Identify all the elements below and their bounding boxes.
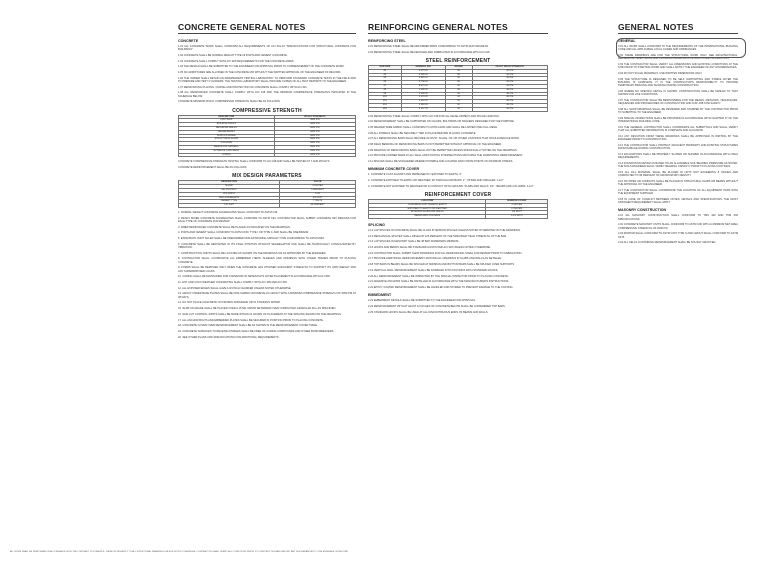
steel-reinforcement-table (368, 65, 548, 112)
note-paragraph: 10. CURING SHALL BE MAINTAINED FOR A MINIMUM OF SEVEN DAYS AFTER PLACEMENT IN ACCORDANCE WITH ACI 308. (178, 275, 331, 279)
note-paragraph: 12. ALL EXPOSED EDGES SHALL HAVE A 3/4 INCH CHAMFER UNLESS NOTED OTHERWISE. (178, 286, 292, 290)
table-cell: #8 (369, 88, 402, 92)
note-paragraph: 3.15 ALL FILL MATERIAL SHALL BE PLACED IN LIFTS NOT EXCEEDING 8 INCHES AND COMPACTED TO 95 PERCENT OF MAXIMUM DRY DENSITY. (618, 170, 738, 178)
table-row (369, 215, 548, 219)
note-paragraph: 2.24 REINFORCEMENT WITH AT LEAST 12 INCHES OF CONCRETE BELOW SHALL BE CONSIDERED TOP BARS. (368, 304, 506, 308)
table-cell: #4 (369, 73, 402, 77)
note-paragraph: 17. ALL ANCHOR BOLTS AND EMBEDDED PLATES SHALL BE SECURED IN POSITION PRIOR TO PLACING CONCRETE. (178, 318, 324, 322)
note-paragraph: 2.07 ALL REINFORCING BARS SHALL BE FREE OF RUST, SCALE, OIL OR OTHER COATINGS THAT WOULD REDUCE BOND. (368, 137, 520, 141)
note-paragraph: 2.15 HOOKS AND BENDS SHALL BE STANDARD HOOKS PER ACI 318 UNLESS NOTED OTHERWISE. (368, 246, 491, 250)
table-cell: 0.750 IN (401, 81, 445, 85)
table-cell: SLUMP (179, 185, 280, 189)
table-cell: 40 KSI (472, 96, 547, 100)
table-cell: 0.45 (280, 192, 356, 196)
section-heading: SPLICING (368, 223, 385, 227)
section-heading: GENERAL (618, 39, 636, 43)
table-cell: #10 (369, 96, 402, 100)
table-cell: 40 KSI (472, 81, 547, 85)
note-paragraph: 2.10 PROVIDE CORNER BARS AT ALL WALL AND FOOTING INTERSECTIONS MATCHING THE HORIZONTAL REINFORCEMENT. (368, 154, 524, 158)
table-header-cell: 28 DAY STRENGTH (274, 115, 355, 119)
table-header-cell: VALUE (280, 181, 356, 185)
sheet-footnote: ALL WORK SHALL BE PERFORMED IN ACCORDANCE WITH THE CONTRACT DOCUMENTS. THESE NOTES APPLY TO ALL STRUCTURAL DRAWINGS UNLESS NOTED OTHERWISE. CONTRACTOR SHALL VERIFY ALL CONDITIONS PRIOR TO CONSTRUCTION AND REPORT ANY DISCREPANCIES TO THE ENGINEER OF RECORD. (10, 551, 349, 553)
note-paragraph: 2.16 CONTRACTOR SHALL SUBMIT SHOP DRAWINGS FOR ALL REINFORCING STEEL FOR REVIEW PRIOR TO FABRICATION. (368, 251, 523, 255)
note-paragraph: 3.05 THE STRUCTURE IS DESIGNED TO BE SELF SUPPORTING AND STABLE AFTER THE BUILDING IS COMPLETE. IT IS THE CONTRACTOR'S RESPONSIBILITY TO PROVIDE TEMPORARY BRACING AND SHORING DURING CONSTRUCTION. (618, 77, 738, 88)
table-cell: 1.693 IN (401, 103, 445, 107)
table-row (179, 204, 356, 208)
table-cell: 60 (445, 73, 472, 77)
table-cell: #7 (369, 84, 402, 88)
table-cell: BEAMS AND COLUMNS (369, 215, 486, 219)
table-cell: CEMENT TYPE (179, 200, 280, 204)
table-cell: 3 INCHES (486, 203, 548, 207)
note-paragraph: 3.11 ANY DEVIATION FROM THESE DRAWINGS SHALL BE APPROVED IN WRITING BY THE ENGINEER PRIOR TO CONSTRUCTION. (618, 134, 738, 142)
note-paragraph: 1.06 THE OWNER SHALL RETAIN AN INDEPENDENT TESTING LABORATORY TO PERFORM STANDARD CONCRETE TESTS IN THE FIELD AND TO PREPARE AND TEST CYLINDERS. THE TESTING LABORATORY SHALL PROVIDE COPIES OF ALL TEST REPORTS TO THE ENGINEER. (178, 76, 356, 84)
table-cell: 4000 PSI (274, 130, 355, 134)
note-paragraph: 1.07 REINFORCING PLACING, CURING AND PROTECTION OF CONCRETE SHALL COMPLY WITH ACI 301. (178, 85, 308, 89)
table-cell: STRUCTURAL SLABS (179, 138, 275, 142)
note-paragraph: 5. EXPANSION JOINT FILLER SHALL BE PREFORMED NON-EXTRUDING ASPHALT TYPE CONFORMING TO ASTM D994. (178, 237, 325, 241)
table-cell: 60 (445, 69, 472, 73)
table-cell: #11 (369, 100, 402, 104)
compressive-strength-table-title: COMPRESSIVE STRENGTH (232, 107, 302, 114)
note-paragraph: 4.01 ALL MASONRY CONSTRUCTION SHALL CONFORM TO TMS 402 AND TMS 602 SPECIFICATIONS. (618, 214, 738, 221)
note-paragraph: 3.16 NO PIPES OR CONDUITS SHALL BE PLACED IN STRUCTURAL SLABS OR BEAMS WITHOUT THE APPROVAL OF THE ENGINEER. (618, 179, 738, 187)
note-paragraph: 1.08 ALL REINFORCED CONCRETE SHALL COMPLY WITH ACI 318 AND THE MINIMUM COMPRESSIVE STRENGTHS INDICATED IN THE SCHEDULE BELOW. (178, 91, 356, 98)
table-cell: STAIRS (179, 153, 275, 157)
note-paragraph: 1. NORMAL WEIGHT CONCRETE AGGREGATES SHALL CONFORM TO ASTM C33. (178, 211, 278, 215)
reinforcing-notes-column (368, 22, 548, 316)
compressive-strength-table (178, 115, 356, 158)
note-paragraph: 3.18 IN CASE OF CONFLICT BETWEEN NOTES, DETAILS AND SPECIFICATIONS, THE MOST STRINGENT REQUIREMENT SHALL APPLY. (618, 197, 738, 205)
note-paragraph: 2.20 ALL REINFORCEMENT SHALL BE INSPECTED BY THE SPECIAL INSPECTOR PRIOR TO PLACING CONCRETE. (368, 274, 509, 278)
section-heading: MASONRY CONSTRUCTION (618, 208, 667, 213)
note-paragraph: 2.21 ADHESIVE ANCHORS SHALL BE INSTALLED IN ACCORDANCE WITH THE MANUFACTURER'S INSTRUCTIONS. (368, 280, 509, 284)
note-paragraph: 2.03 REINFORCING STEEL SHALL COMPLY WITH ACI 318 FOR ALL DEVELOPMENT AND SPLICE LENGTHS. (368, 114, 500, 118)
note-paragraph: 2.05 WELDED WIRE FABRIC SHALL CONFORM TO ASTM A1064 AND SHALL BE LAPPED ONE FULL MESH. (368, 125, 498, 129)
table-cell: EXTERIOR CONCRETE (179, 149, 275, 153)
table-cell: 1.270 IN (401, 96, 445, 100)
table-cell: 4 INCHES (280, 185, 356, 189)
table-cell: 4500 PSI (274, 149, 355, 153)
note-paragraph: 2.22 EPOXY COATED REINFORCEMENT SHALL BE HANDLED AND STORED TO PREVENT DAMAGE TO THE COATING. (368, 285, 514, 289)
note-paragraph: 20. SEE OTHER PLANS AND SPECIFICATIONS FOR ADDITIONAL REQUIREMENTS. (178, 335, 280, 339)
note-paragraph: CONCRETE COMPRESSIVE STRENGTH TESTING SHALL CONFORM TO ACI 318 AND SHALL BE TESTED AT 7 AND 28 DAYS. (178, 160, 331, 164)
table-header-cell: LOCATION (369, 200, 486, 204)
note-paragraph: 3.02 THESE DRAWINGS ARE FOR THE STRUCTURAL WORK ONLY. SEE ARCHITECTURAL, MECHANICAL, ELECTRICAL AND PLUMBING DRAWINGS FOR ADDITIONAL INFORMATION. (618, 53, 738, 61)
note-paragraph: 2.02 REINFORCING STEEL SHALL BE DETAILED AND FABRICATED IN ACCORDANCE WITH ACI 315. (368, 50, 491, 54)
note-paragraph: 1.04 THE DESIGN SHALL BE SUBMITTED TO THE ENGINEER FOR APPROVAL PRIOR TO COMMENCEMENT OF THE CONCRETE WORK. (178, 65, 345, 69)
note-paragraph: 3.17 THE CONTRACTOR SHALL COORDINATE THE LOCATION OF ALL EQUIPMENT PADS WITH THE EQUIPMENT SUPPLIER. (618, 188, 738, 196)
table-cell: 60 (445, 92, 472, 96)
table-cell: SLAB ON GRADE (179, 134, 275, 138)
note-paragraph: 2.14 LAP SPLICES IN MASONRY SHALL BE 48 BAR DIAMETERS MINIMUM. (368, 240, 460, 244)
table-cell: 40 KSI (472, 84, 547, 88)
table-header-cell: FILLET WELD STRENGTH (472, 65, 547, 69)
table-cell: 0.500 IN (401, 73, 445, 77)
table-cell: FOOTINGS (179, 119, 275, 123)
note-paragraph: 16. SAW CUT CONTROL JOINTS SHALL BE MADE WITHIN 12 HOURS OF PLACEMENT AT THE SPACING SHOWN ON THE DRAWINGS. (178, 312, 342, 316)
table-header-cell: GRADE (445, 65, 472, 69)
note-paragraph: 2.23 EMBEDMENT DETAILS SHALL BE SUBMITTED TO THE ENGINEER FOR APPROVAL. (368, 299, 477, 303)
table-cell: 4000 PSI (274, 153, 355, 157)
table-cell: 40 KSI (472, 88, 547, 92)
table-cell: 3/4 INCH (486, 211, 548, 215)
note-paragraph: 1.01 ALL CONCRETE WORK SHALL CONFORM ALL REQUIREMENTS OF ACI 301-16 "SPECIFICATIONS FOR STRUCTURAL CONCRETE FOR BUILDINGS". (178, 45, 356, 52)
note-paragraph: 18. CONCRETE COVER OVER REINFORCEMENT SHALL BE AS SHOWN IN THE REINFORCEMENT COVER TABLE. (178, 324, 318, 328)
table-cell: 0.625 IN (401, 77, 445, 81)
reinforcement-cover-table (368, 199, 548, 219)
table-cell: 3000 PSI (274, 123, 355, 127)
mix-design-table (178, 180, 356, 208)
note-paragraph: 9. FORMS SHALL BE REMOVED ONLY WHEN THE CONCRETE HAS ATTAINED SUFFICIENT STRENGTH TO SUPPORT ITS OWN WEIGHT AND ANY SUPERIMPOSED LOADS. (178, 266, 356, 273)
note-paragraph: 2.19 VERTICAL WALL REINFORCEMENT SHALL BE DOWELED INTO FOOTINGS WITH STANDARD HOOKS. (368, 268, 499, 272)
note-paragraph: 11. HOT AND COLD WEATHER CONCRETING SHALL COMPLY WITH ACI 305 AND ACI 306. (178, 281, 288, 285)
note-paragraph: 2.08 FIELD BENDING OF REINFORCING BARS IS NOT PERMITTED WITHOUT APPROVAL OF THE ENGINEER. (368, 142, 502, 146)
table-cell: 4000 PSI (274, 127, 355, 131)
note-paragraph: 14. DO NOT PLACE CONCRETE ON FROZEN SUBGRADE OR IN STANDING WATER. (178, 301, 281, 305)
note-paragraph: 2. CONCRETE EXPOSED TO EARTH OR WEATHER: #6 THROUGH #18 BARS: 2" ; #5 BAR AND SMALLER: 1-1/2" (368, 179, 504, 183)
note-paragraph: 4. PORTLAND CEMENT SHALL CONFORM TO ASTM C150, TYPE I OR TYPE II, AND SHALL BE ONE BRAND. (178, 231, 309, 235)
concrete-notes-title: CONCRETE GENERAL NOTES (178, 22, 356, 34)
general-notes-body (618, 39, 738, 245)
table-cell: 60 (445, 84, 472, 88)
note-paragraph: 2.25 STANDARD HOOKS SHALL BE USED AT ALL DISCONTINUOUS ENDS OF BEAMS AND WALLS. (368, 310, 489, 314)
table-row (369, 107, 548, 111)
note-paragraph: 2.09 WELDING OF REINFORCING BARS SHALL NOT BE PERMITTED UNLESS SPECIFICALLY NOTED ON THE DRAWINGS. (368, 148, 518, 152)
table-cell: 40 KSI (472, 92, 547, 96)
reinforcing-notes-body (368, 39, 548, 314)
table-cell: #3 (369, 69, 402, 73)
table-cell: 40 KSI (472, 107, 547, 111)
table-cell: 60 (445, 96, 472, 100)
table-row (179, 153, 356, 157)
note-paragraph: 3.12 THE CONTRACTOR SHALL PROTECT ADJACENT PROPERTY AND EXISTING STRUCTURES FROM DAMAGE DURING CONSTRUCTION. (618, 143, 738, 151)
table-cell: 0.875 IN (401, 84, 445, 88)
note-paragraph: 2.01 REINFORCING STEEL SHALL BE DEFORMED BARS CONFORMING TO ASTM A615 GRADE 60. (368, 45, 489, 48)
section-heading: MINIMUM CONCRETE COVER (368, 167, 420, 172)
table-cell: 60 (445, 103, 472, 107)
table-cell: W/C RATIO (179, 192, 280, 196)
table-cell: EXPOSED TO EARTH OR WEATHER (369, 207, 486, 211)
note-paragraph: 2.06 ALL DOWELS SHALL BE SECURELY TIED IN PLACE BEFORE PLACING CONCRETE. (368, 131, 477, 135)
table-cell: 0.375 IN (401, 69, 445, 73)
note-paragraph: 3. CONCRETE NOT EXPOSED TO WEATHER OR IN CONTACT WITH GROUND: SLABS AND WALLS: 3/4" ; BEAMS AND COLUMNS: 1-1/2" (368, 184, 534, 188)
note-paragraph: CONCRETE MINIMUM 28 DAY COMPRESSIVE STRENGTH SHALL BE AS FOLLOWS: (178, 100, 281, 104)
table-header-cell: DESCRIPTION (179, 181, 280, 185)
section-heading: REINFORCING STEEL (368, 39, 406, 43)
table-cell: INTERIOR SLABS AND WALLS (369, 211, 486, 215)
note-paragraph: 2.04 REINFORCEMENT SHALL BE SUPPORTED ON CHAIRS, BOLSTERS OR SPACERS DESIGNED FOR THE PURPOSE. (368, 120, 515, 124)
table-cell: #9 (369, 92, 402, 96)
table-cell: 1.410 IN (401, 100, 445, 104)
note-paragraph: 3.07 THE CONTRACTOR SHALL BE RESPONSIBLE FOR THE MEANS, METHODS, TECHNIQUES, SEQUENCES AND PROCEDURES OF CONSTRUCTION AND FOR JOB SITE SAFETY. (618, 98, 738, 106)
note-paragraph: 7. CONSTRUCTION JOINTS SHALL BE LOCATED AS SHOWN ON THE DRAWINGS OR AS APPROVED BY THE ENGINEER. (178, 251, 327, 255)
concrete-notes-column (178, 22, 356, 341)
table-cell: 2.257 IN (401, 107, 445, 111)
table-cell: 5000 PSI (274, 142, 355, 146)
table-header-cell: BAR SIZE (369, 65, 402, 69)
table-cell: 1.128 IN (401, 92, 445, 96)
note-paragraph: 2.18 TOP BARS IN BEAMS SHALL BE SPLICED AT MIDSPAN AND BOTTOM BARS SHALL BE SPLICED OVER SUPPORTS. (368, 263, 515, 267)
note-paragraph: 4.04 ALL CELLS CONTAINING REINFORCEMENT SHALL BE SOLIDLY GROUTED. (618, 241, 717, 245)
table-cell: 60 (445, 107, 472, 111)
steel-reinforcement-table-title: STEEL REINFORCEMENT (425, 57, 491, 64)
table-cell: #14 (369, 103, 402, 107)
section-heading: EMBEDMENT (368, 293, 392, 298)
table-cell: 60 (445, 77, 472, 81)
table-cell: 1-1/2 INCH (486, 215, 548, 219)
table-header-cell: NOMINAL DIA (401, 65, 445, 69)
note-paragraph: 1.03 CONCRETE SHALL COMPLY WITH ACI 318 REQUIREMENTS FOR THE CONCRETE MIXES. (178, 59, 295, 63)
table-cell: RETAINING WALLS (179, 127, 275, 131)
table-cell: GRADE BEAMS (179, 130, 275, 134)
table-cell: 40 KSI (472, 73, 547, 77)
table-cell: 20 PERCENT (280, 204, 356, 208)
note-paragraph: 13. GROUT UNDER BASE PLATES SHALL BE NON-SHRINK NON-METALLIC GROUT WITH A MINIMUM COMPRESSIVE STRENGTH OF 5000 PSI AT 28 DAYS. (178, 292, 356, 299)
note-paragraph: 8. CONTRACTOR SHALL COORDINATE ALL EMBEDDED ITEMS, SLEEVES AND OPENINGS WITH OTHER TRADES PRIOR TO PLACING CONCRETE. (178, 257, 356, 264)
general-notes-title: GENERAL NOTES (618, 22, 738, 34)
table-cell: 60 (445, 81, 472, 85)
note-paragraph: 15. SLAB ON GRADE SHALL BE PLACED OVER A 15 MIL VAPOR RETARDER OVER COMPACTED GRANULAR FILL AS SPECIFIED. (178, 307, 337, 311)
table-cell: #5 (369, 77, 402, 81)
note-paragraph: 3.10 THE GENERAL CONTRACTOR SHALL COORDINATE ALL SUBMITTALS AND SHALL VERIFY THAT ALL SUBMITTED INFORMATION IS COMPLETE AND ACCURATE. (618, 125, 738, 133)
note-paragraph: 1.05 NO ADMIXTURES ARE ALLOWED IN THE CONCRETE MIX WITHOUT THE WRITTEN APPROVAL OF THE ENGINEER OF RECORD. (178, 71, 342, 75)
table-cell: COLUMNS (179, 142, 275, 146)
table-cell: 40 KSI (472, 77, 547, 81)
table-cell: 4000 PSI (274, 134, 355, 138)
note-paragraph: 3.01 ALL WORK SHALL CONFORM TO THE REQUIREMENTS OF THE INTERNATIONAL BUILDING CODE AND ALL APPLICABLE LOCAL CODES AND ORDINANCES. (618, 45, 738, 52)
note-paragraph: 3.03 THE CONTRACTOR SHALL VERIFY ALL DIMENSIONS AND EXISTING CONDITIONS AT THE SITE PRIOR TO STARTING WORK AND SHALL NOTIFY THE ENGINEER OF ANY DISCREPANCIES. (618, 62, 738, 70)
table-cell: #18 (369, 107, 402, 111)
table-cell: 40 KSI (472, 69, 547, 73)
note-paragraph: 3.04 DO NOT SCALE DRAWINGS. USE WRITTEN DIMENSIONS ONLY. (618, 71, 703, 75)
table-cell: BEAMS AND GIRDERS (179, 146, 275, 150)
reinforcement-cover-table-title: REINFORCEMENT COVER (424, 192, 492, 199)
table-cell: TYPE I/II (280, 200, 356, 204)
table-cell: 60 (445, 100, 472, 104)
table-cell: 60 (445, 88, 472, 92)
concrete-notes-body (178, 39, 356, 339)
note-paragraph: 1. CONCRETE CAST AGAINST AND PERMANENTLY EXPOSED TO EARTH: 3" (368, 173, 462, 177)
table-cell: 1.000 IN (401, 88, 445, 92)
table-header-cell: MINIMUM COVER (486, 200, 548, 204)
revision-cloud (616, 38, 746, 58)
note-paragraph: CONCRETE REINFORCEMENT SHALL BE AS FOLLOWS: (178, 166, 248, 170)
table-cell: 3000 PSI (274, 119, 355, 123)
reinforcing-notes-title: REINFORCING GENERAL NOTES (368, 22, 548, 34)
table-cell: FLY ASH (179, 204, 280, 208)
note-paragraph: 3.14 FOUNDATION DESIGN IS BASED ON AN ALLOWABLE SOIL BEARING PRESSURE AS NOTED. THE SOILS ENGINEER SHALL VERIFY BEARING CAPACITY PRIOR TO PLACING FOOTINGS. (618, 161, 738, 169)
table-cell: CONCRETE CAST AGAINST EARTH (369, 203, 486, 207)
table-cell: 3/4 INCH (280, 196, 356, 200)
note-paragraph: 2.11 SPLICES SHALL BE STAGGERED WHERE POSSIBLE AND LOCATED AWAY FROM POINTS OF MAXIMUM STRESS. (368, 160, 514, 164)
note-paragraph: 2.12 LAP SPLICES IN CONCRETE SHALL BE CLASS B TENSION SPLICES UNLESS NOTED OTHERWISE ON THE DRAWINGS. (368, 229, 521, 232)
note-paragraph: 1.02 CONCRETE SHALL BE NORMAL WEIGHT TYPE I/II PORTLAND CEMENT CONCRETE. (178, 53, 288, 57)
table-cell: MAX AGGREGATE (179, 196, 280, 200)
note-paragraph: 3. FIBER REINFORCED CONCRETE SHALL BE PLACED AS INDICATED ON THE DRAWINGS. (178, 225, 291, 229)
note-paragraph: 3.13 EXCAVATIONS SHALL BE PROPERLY SLOPED OR SHORED IN ACCORDANCE WITH OSHA REQUIREMENTS. (618, 152, 738, 160)
note-paragraph: 2.17 PROVIDE ADDITIONAL REINFORCEMENT AROUND ALL OPENINGS IN SLABS AND WALLS AS DETAILED. (368, 257, 502, 261)
note-paragraph: 4.02 CONCRETE MASONRY UNITS SHALL CONFORM TO ASTM C90 WITH A MINIMUM NET AREA COMPRESSIVE STRENGTH OF 2000 PSI. (618, 223, 738, 230)
table-cell: 2 INCHES (486, 207, 548, 211)
table-cell: 40 KSI (472, 103, 547, 107)
note-paragraph: 2.13 MECHANICAL SPLICES SHALL DEVELOP 125 PERCENT OF THE SPECIFIED YIELD STRENGTH OF THE BAR. (368, 234, 507, 238)
note-paragraph: 2. READY MIXED CONCRETE AGGREGATES SHALL CONFORM TO ASTM C94. CONTRACTOR SHALL SUBMIT CONCRETE MIX DESIGNS FOR EACH TYPE OF CONCRETE FOR REVIEW. (178, 216, 356, 223)
table-cell: 6 PERCENT (280, 189, 356, 193)
mix-design-table-title: MIX DESIGN PARAMETERS (232, 173, 302, 180)
note-paragraph: 3.08 ALL SHOP DRAWINGS SHALL BE REVIEWED AND STAMPED BY THE CONTRACTOR PRIOR TO SUBMITTAL TO THE ENGINEER. (618, 107, 738, 115)
section-heading: CONCRETE (178, 39, 199, 43)
table-cell: AIR CONTENT (179, 189, 280, 193)
note-paragraph: 3.06 WHERE NO SPECIFIC DETAIL IS SHOWN, CONSTRUCTION SHALL BE SIMILAR TO THAT SHOWN FOR LIKE CONDITIONS. (618, 89, 738, 97)
table-cell: 40 KSI (472, 100, 547, 104)
table-cell: 5000 PSI (274, 146, 355, 150)
table-cell: #6 (369, 81, 402, 85)
table-header-cell: DESCRIPTION (179, 115, 275, 119)
note-paragraph: 19. CONCRETE SURFACES TO RECEIVE FINISHES SHALL BE FREE OF CURING COMPOUNDS AND OTHER BOND BREAKERS. (178, 329, 335, 333)
note-paragraph: 6. CONCRETE SHALL BE DEPOSITED IN ITS FINAL POSITION WITHOUT SEGREGATION AND SHALL BE THOROUGHLY CONSOLIDATED BY VIBRATION. (178, 242, 356, 250)
table-cell: BUILDING WALLS (179, 123, 275, 127)
table-cell: 4000 PSI (274, 138, 355, 142)
note-paragraph: 3.09 SPECIAL INSPECTIONS SHALL BE PROVIDED IN ACCORDANCE WITH CHAPTER 17 OF THE INTERNATIONAL BUILDING CODE. (618, 116, 738, 124)
note-paragraph: 4.03 MORTAR SHALL CONFORM TO ASTM C270 TYPE S AND GROUT SHALL CONFORM TO ASTM C476. (618, 232, 738, 239)
